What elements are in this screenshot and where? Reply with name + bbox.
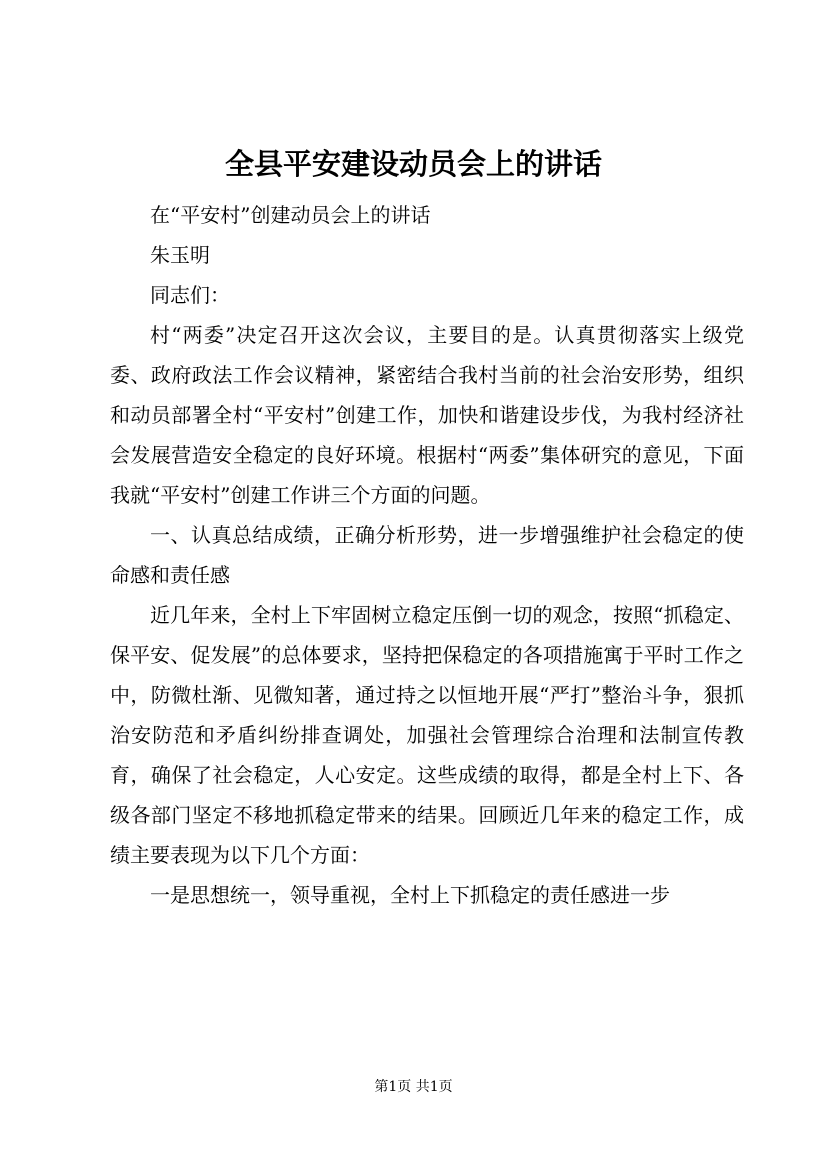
salutation-paragraph: 同志们： [150, 283, 230, 307]
author-paragraph: 朱玉明 [150, 243, 210, 267]
body-paragraph: 近几年来，全村上下牢固树立稳定压倒一切的观念，按照“抓稳定、保平安、促发展”的总体要求，坚持把保稳定的各项措施寓于平时工作之中，防微杜渐、见微知著，通过持之以恒地开展“严打”整治斗争，狠抓治安防范和矛盾纠纷排查调处，加强社会管理综合治理和法制宣传教育，确保了社会稳定，人心安定。这些成绩的取得，都是全村上下、各级各部门坚定不移地抓稳定带来的结果。回顾近几年来的稳定工作，成绩主要表现为以下几个方面： [110, 603, 744, 867]
document-body [110, 195, 744, 915]
page-footer: 第1页 共1页 [374, 1079, 453, 1095]
body-paragraph: 一是思想统一，领导重视，全村上下抓稳定的责任感进一步 [150, 883, 670, 907]
section-heading: 一、认真总结成绩，正确分析形势，进一步增强维护社会稳定的使命感和责任感 [110, 523, 744, 587]
body-paragraph: 村“两委”决定召开这次会议，主要目的是。认真贯彻落实上级党委、政府政法工作会议精神，紧密结合我村当前的社会治安形势，组织和动员部署全村“平安村”创建工作，加快和谐建设步伐，为我村经济社会发展营造安全稳定的良好环境。根据村“两委”集体研究的意见，下面我就“平安村”创建工作讲三个方面的问题。 [110, 323, 744, 507]
subtitle-paragraph: 在“平安村”创建动员会上的讲话 [150, 203, 431, 227]
document-title: 全县平安建设动员会上的讲话 [224, 147, 602, 181]
